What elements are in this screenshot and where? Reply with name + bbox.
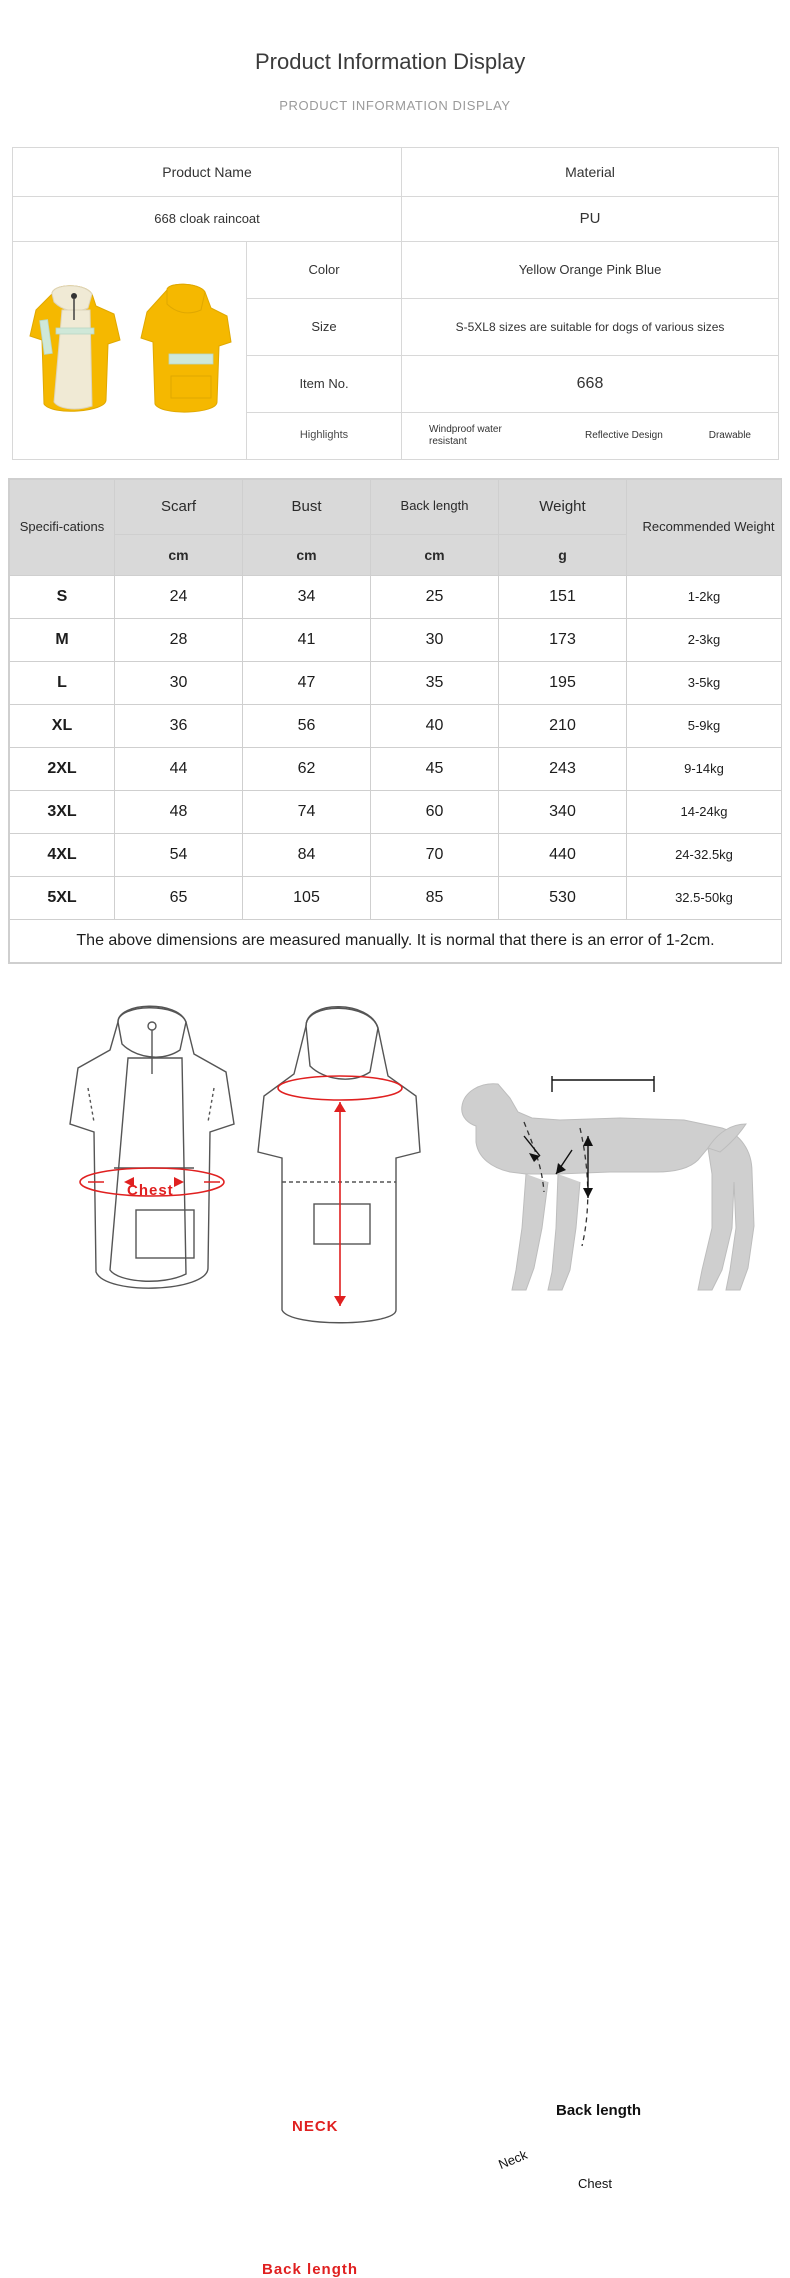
row-back: 85 bbox=[371, 876, 499, 919]
row-bust: 84 bbox=[243, 833, 371, 876]
raincoat-illustration bbox=[13, 275, 246, 425]
page-title: Product Information Display bbox=[255, 49, 526, 74]
row-back: 70 bbox=[371, 833, 499, 876]
row-weight: 243 bbox=[499, 747, 627, 790]
label-neck-back: NECK bbox=[292, 2117, 339, 2135]
page-subtitle: PRODUCT INFORMATION DISPLAY bbox=[279, 97, 511, 113]
table-row bbox=[10, 876, 782, 919]
row-bust: 41 bbox=[243, 618, 371, 661]
row-back: 25 bbox=[371, 575, 499, 618]
spec-header-scarf: Scarf bbox=[115, 479, 243, 534]
row-weight: 340 bbox=[499, 790, 627, 833]
row-scarf: 30 bbox=[115, 661, 243, 704]
row-scarf: 44 bbox=[115, 747, 243, 790]
color-label: Color bbox=[247, 241, 402, 298]
row-weight: 210 bbox=[499, 704, 627, 747]
row-weight: 440 bbox=[499, 833, 627, 876]
size-spec-table bbox=[9, 479, 782, 963]
spec-unit-weight: g bbox=[499, 534, 627, 575]
row-back: 35 bbox=[371, 661, 499, 704]
row-size: 4XL bbox=[10, 833, 115, 876]
spec-header-specifications-text: Specifi-cations bbox=[19, 518, 105, 534]
row-recommended: 1-2kg bbox=[627, 575, 782, 618]
label-chest-dog: Chest bbox=[578, 2175, 612, 2191]
row-weight: 195 bbox=[499, 661, 627, 704]
row-bust: 47 bbox=[243, 661, 371, 704]
row-size: 2XL bbox=[10, 747, 115, 790]
size-label: Size bbox=[247, 298, 402, 355]
row-scarf: 28 bbox=[115, 618, 243, 661]
label-back-length-dog: Back length bbox=[556, 2101, 642, 2119]
spec-header-row-1 bbox=[10, 479, 782, 534]
spec-note-row bbox=[10, 919, 782, 962]
highlights-label: Highlights bbox=[247, 412, 402, 459]
label-neck-dog: Neck bbox=[496, 2146, 530, 2172]
table-row bbox=[10, 790, 782, 833]
info-name-row bbox=[13, 196, 779, 241]
size-value: S-5XL8 sizes are suitable for dogs of various sizes bbox=[402, 298, 779, 355]
product-image-cell bbox=[13, 241, 247, 459]
row-size: M bbox=[10, 618, 115, 661]
table-row bbox=[10, 747, 782, 790]
spec-unit-bust: cm bbox=[243, 534, 371, 575]
spec-header-back-length: Back length bbox=[371, 479, 499, 534]
row-back: 30 bbox=[371, 618, 499, 661]
row-bust: 56 bbox=[243, 704, 371, 747]
row-size: L bbox=[10, 661, 115, 704]
row-size: 5XL bbox=[10, 876, 115, 919]
material-header: Material bbox=[402, 147, 779, 196]
table-row bbox=[10, 704, 782, 747]
product-info-table bbox=[12, 147, 779, 460]
label-chest-front: Chest bbox=[127, 1181, 174, 1199]
row-recommended: 5-9kg bbox=[627, 704, 782, 747]
page-header bbox=[0, 0, 790, 113]
highlights-value bbox=[402, 412, 779, 459]
row-size: XL bbox=[10, 704, 115, 747]
label-back-length-coat: Back length bbox=[262, 2260, 359, 2278]
row-bust: 34 bbox=[243, 575, 371, 618]
table-row bbox=[10, 833, 782, 876]
row-scarf: 48 bbox=[115, 790, 243, 833]
item-no-label: Item No. bbox=[247, 355, 402, 412]
table-row bbox=[10, 661, 782, 704]
measurement-diagram-section bbox=[0, 982, 790, 2278]
row-bust: 74 bbox=[243, 790, 371, 833]
row-scarf: 54 bbox=[115, 833, 243, 876]
color-value: Yellow Orange Pink Blue bbox=[402, 241, 779, 298]
coat-back-outline-icon bbox=[248, 992, 428, 1332]
row-weight: 173 bbox=[499, 618, 627, 661]
table-row bbox=[10, 575, 782, 618]
row-recommended: 9-14kg bbox=[627, 747, 782, 790]
row-scarf: 24 bbox=[115, 575, 243, 618]
row-back: 40 bbox=[371, 704, 499, 747]
info-color-row bbox=[13, 241, 779, 298]
row-bust: 62 bbox=[243, 747, 371, 790]
raincoat-front-icon bbox=[22, 280, 127, 425]
row-bust: 105 bbox=[243, 876, 371, 919]
info-header-row bbox=[13, 147, 779, 196]
row-recommended: 24-32.5kg bbox=[627, 833, 782, 876]
coat-front-outline-icon bbox=[58, 992, 248, 1332]
row-scarf: 36 bbox=[115, 704, 243, 747]
row-recommended: 2-3kg bbox=[627, 618, 782, 661]
spec-unit-back-length: cm bbox=[371, 534, 499, 575]
material-value: PU bbox=[402, 196, 779, 241]
row-weight: 530 bbox=[499, 876, 627, 919]
row-recommended: 14-24kg bbox=[627, 790, 782, 833]
spec-header-specifications bbox=[10, 479, 115, 575]
row-scarf: 65 bbox=[115, 876, 243, 919]
dog-outline-icon bbox=[440, 1032, 760, 1332]
item-no-value: 668 bbox=[402, 355, 779, 412]
size-spec-table-wrapper bbox=[8, 478, 782, 964]
row-recommended: 32.5-50kg bbox=[627, 876, 782, 919]
highlight-windproof: Windproof water resistant bbox=[429, 423, 502, 447]
highlight-reflective: Reflective Design bbox=[584, 429, 663, 441]
spec-header-recommended-weight: Recommended Weight bbox=[627, 479, 782, 575]
row-size: S bbox=[10, 575, 115, 618]
table-row bbox=[10, 618, 782, 661]
highlight-drawable: Drawable bbox=[708, 429, 751, 441]
spec-unit-scarf: cm bbox=[115, 534, 243, 575]
spec-header-weight: Weight bbox=[499, 479, 627, 534]
product-name-header: Product Name bbox=[13, 147, 402, 196]
row-recommended: 3-5kg bbox=[627, 661, 782, 704]
spec-note: The above dimensions are measured manually. It is normal that there is an error of 1-2cm. bbox=[10, 919, 782, 962]
product-name-value: 668 cloak raincoat bbox=[13, 196, 402, 241]
spec-header-bust: Bust bbox=[243, 479, 371, 534]
raincoat-back-icon bbox=[133, 280, 238, 425]
row-back: 60 bbox=[371, 790, 499, 833]
row-weight: 151 bbox=[499, 575, 627, 618]
row-size: 3XL bbox=[10, 790, 115, 833]
row-back: 45 bbox=[371, 747, 499, 790]
